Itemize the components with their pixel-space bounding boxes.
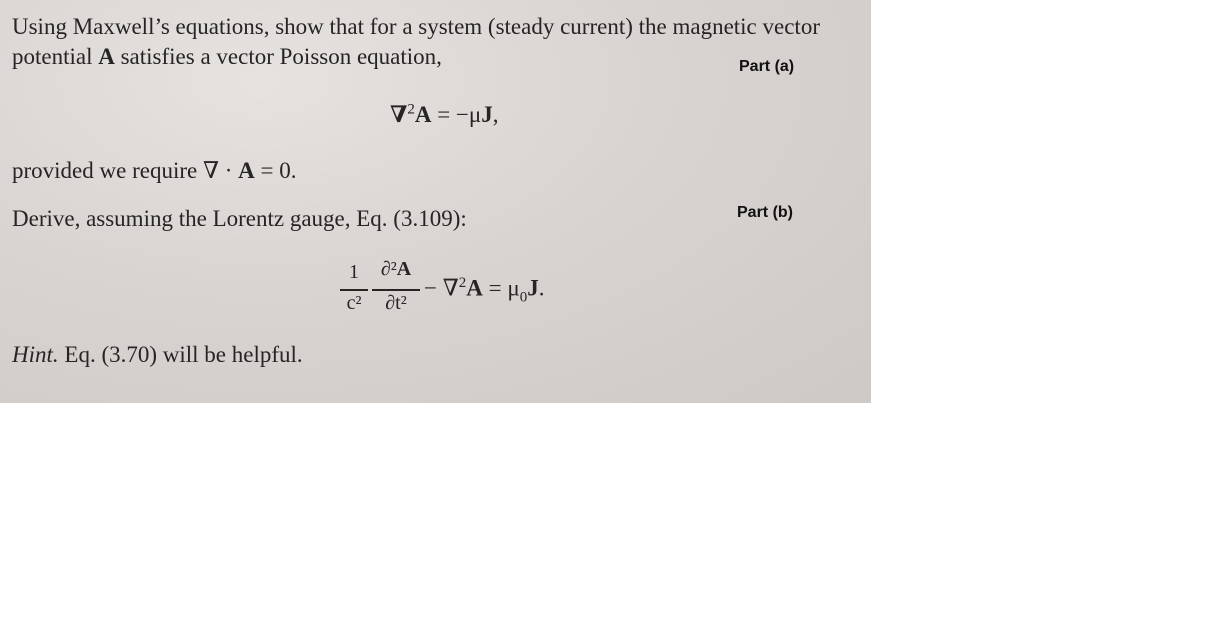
vector-a: A [238,158,255,183]
equation-end: . [538,275,545,301]
equation-end: , [492,102,499,127]
fraction-1-denominator: c² [346,292,362,314]
vector-a: A [414,102,432,127]
fraction-2-bar [372,289,420,291]
intro-text-1: Using Maxwell’s equations, show that for a system (steady current) the magnetic vector [12,14,820,39]
derive-line: Derive, assuming the Lorentz gauge, Eq. (3.109): [12,206,467,231]
hint-text: Eq. (3.70) will be helpful. [58,342,303,367]
textbook-photo [0,0,871,403]
partial-squared: ∂² [380,258,397,280]
vector-a-symbol: A [98,44,115,69]
exponent: 2 [458,275,467,291]
equals-mu: = μ [482,275,520,301]
condition-text-pre: provided we require ∇ · [12,158,239,183]
hint-line [12,342,303,368]
condition-text-post: = 0. [254,158,297,183]
vector-j: J [481,102,493,127]
equation-rhs: = −μ [431,102,482,127]
vector-a: A [396,258,412,280]
intro-line-1 [12,14,820,40]
part-b-label: Part (b) [737,204,793,221]
fraction-1-bar [340,289,368,291]
intro-line-2 [12,44,442,70]
poisson-equation [390,101,498,128]
condition-line [12,158,297,184]
wave-equation-rest [424,275,544,306]
fraction-2-denominator: ∂t² [385,292,407,314]
fraction-2-numerator [372,258,420,281]
exponent: 2 [407,101,415,118]
nabla-symbol: ∇ [390,102,408,127]
vector-j: J [527,275,539,301]
vector-a: A [466,275,483,301]
hint-label: Hint. [12,342,59,367]
intro-text-2-pre: potential [12,44,99,69]
mu-subscript: 0 [519,289,528,306]
intro-text-2-post: satisfies a vector Poisson equation, [114,44,442,69]
minus-nabla: − ∇ [424,275,459,301]
part-a-label: Part (a) [739,58,795,75]
fraction-1-numerator: 1 [349,261,359,283]
